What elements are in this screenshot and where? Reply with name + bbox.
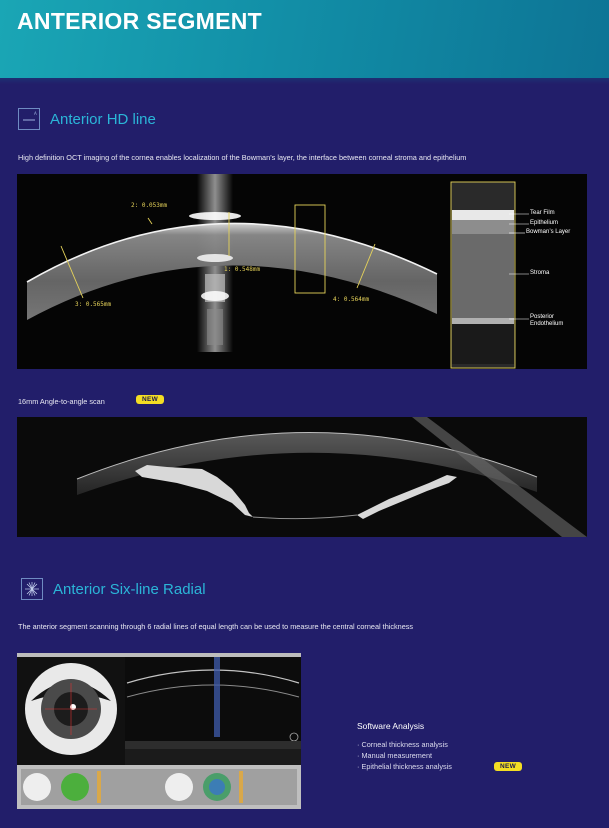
hd-line-oct-image — [17, 174, 587, 369]
measurement-label: 4: 0.564mm — [333, 296, 370, 303]
hd-line-description: High definition OCT imaging of the cornea enables localization of the Bowman’s layer, the interface between corneal stroma and epithelium — [18, 153, 467, 162]
page-title: ANTERIOR SEGMENT — [17, 8, 263, 34]
angle-scan-label: 16mm Angle-to-angle scan — [18, 397, 105, 406]
new-badge: NEW — [136, 395, 164, 404]
measurement-label: 2: 0.053mm — [131, 202, 168, 209]
new-badge: NEW — [494, 762, 522, 771]
radial-title: Anterior Six-line Radial — [53, 581, 206, 598]
measurement-label: 3: 0.565mm — [75, 301, 112, 308]
angle-scan-oct-image — [17, 417, 587, 537]
measurement-label: 1: 0.548mm — [224, 266, 261, 273]
svg-text:A: A — [34, 111, 37, 116]
software-feature-item: · Manual measurement — [357, 751, 433, 760]
layer-label: Stroma — [530, 270, 550, 276]
header-divider — [0, 78, 609, 84]
software-feature-item: · Corneal thickness analysis — [357, 740, 448, 749]
software-screenshot — [17, 653, 301, 809]
hd-line-title: Anterior HD line — [50, 111, 156, 128]
software-analysis-title: Software Analysis — [357, 721, 425, 731]
software-feature-item: · Epithelial thickness analysis — [357, 762, 452, 771]
cornea-wide-arc — [77, 432, 537, 495]
layer-label: Tear Film — [530, 210, 555, 216]
hd-line-icon — [18, 108, 40, 130]
layer-label: Bowman’s Layer — [526, 229, 571, 235]
header-banner — [0, 0, 609, 78]
radial-scan-icon — [21, 578, 43, 600]
radial-description: The anterior segment scanning through 6 radial lines of equal length can be used to measure the central corneal thickness — [18, 622, 414, 631]
layer-label: Posterior Endothelium — [530, 314, 564, 327]
layer-label: Epithelium — [530, 220, 559, 226]
